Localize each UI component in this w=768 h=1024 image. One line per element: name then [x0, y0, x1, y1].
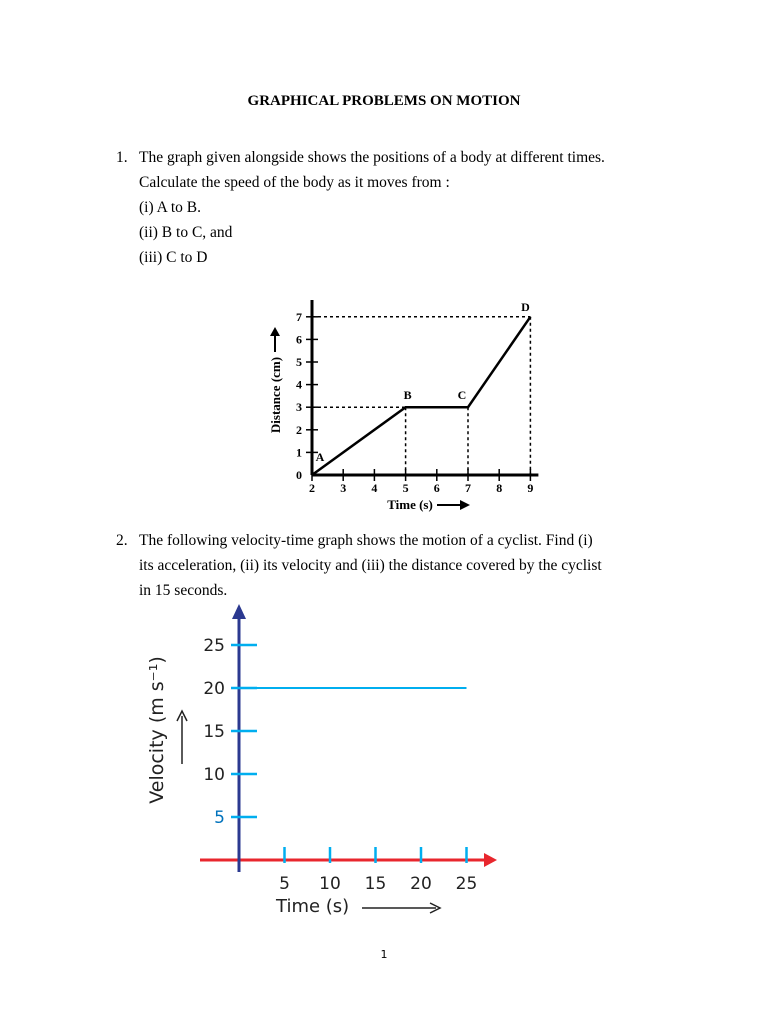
- y-tick-label: 6: [296, 332, 302, 347]
- y-tick-label: 20: [203, 679, 225, 699]
- y-tick-label: 3: [296, 400, 302, 415]
- x-tick-label: 4: [371, 481, 378, 495]
- x-tick-label: 2: [309, 481, 315, 495]
- question-number: 1.: [116, 149, 128, 166]
- point-label: D: [521, 299, 530, 314]
- y-axis-label: Velocity (m s⁻¹): [146, 656, 168, 804]
- arrow-head: [232, 604, 246, 619]
- y-tick-label: 0: [296, 468, 302, 482]
- x-tick-label: 5: [402, 481, 409, 495]
- y-axis-label: Distance (cm): [268, 356, 283, 434]
- question-number: 2.: [116, 532, 128, 549]
- question-line: (iii) C to D: [139, 249, 208, 266]
- question-line: The following velocity-time graph shows the motion of a cyclist. Find (i): [139, 532, 593, 549]
- point-label: C: [457, 388, 467, 403]
- x-tick-label: 15: [364, 874, 387, 894]
- page-number: 1: [380, 948, 388, 961]
- x-tick-label: 3: [340, 481, 347, 495]
- question-line: Calculate the speed of the body as it moves from :: [139, 174, 450, 191]
- arrow-head: [484, 853, 497, 867]
- y-tick-label: 10: [203, 765, 225, 785]
- question-line: its acceleration, (ii) its velocity and (iii) the distance covered by the cyclist: [139, 557, 602, 574]
- y-tick-label: 1: [296, 445, 302, 460]
- x-tick-label: 25: [455, 874, 478, 894]
- x-tick-label: 10: [319, 874, 341, 894]
- document-title: GRAPHICAL PROBLEMS ON MOTION: [247, 93, 521, 109]
- question-line: (i) A to B.: [139, 199, 202, 216]
- x-axis-label: Time (s): [276, 896, 350, 917]
- x-axis-label: Time (s): [387, 497, 433, 512]
- x-tick-label: 7: [465, 481, 471, 495]
- x-tick-label: 20: [410, 874, 432, 894]
- x-tick-label: 5: [279, 874, 290, 894]
- x-tick-label: 6: [433, 481, 440, 495]
- question-line: in 15 seconds.: [139, 582, 228, 599]
- point-label: A: [315, 450, 325, 464]
- y-tick-label: 4: [296, 377, 302, 392]
- x-tick-label: 8: [496, 481, 503, 495]
- y-tick-label: 5: [214, 808, 225, 828]
- x-tick-label: 9: [527, 481, 534, 495]
- question-line: The graph given alongside shows the positions of a body at different times.: [139, 149, 605, 166]
- y-tick-label: 25: [203, 636, 225, 656]
- question-line: (ii) B to C, and: [139, 224, 233, 241]
- y-tick-label: 7: [296, 309, 302, 324]
- y-tick-label: 5: [296, 355, 302, 369]
- y-tick-label: 15: [203, 722, 225, 742]
- point-label: B: [403, 388, 412, 403]
- y-tick-label: 2: [296, 422, 302, 437]
